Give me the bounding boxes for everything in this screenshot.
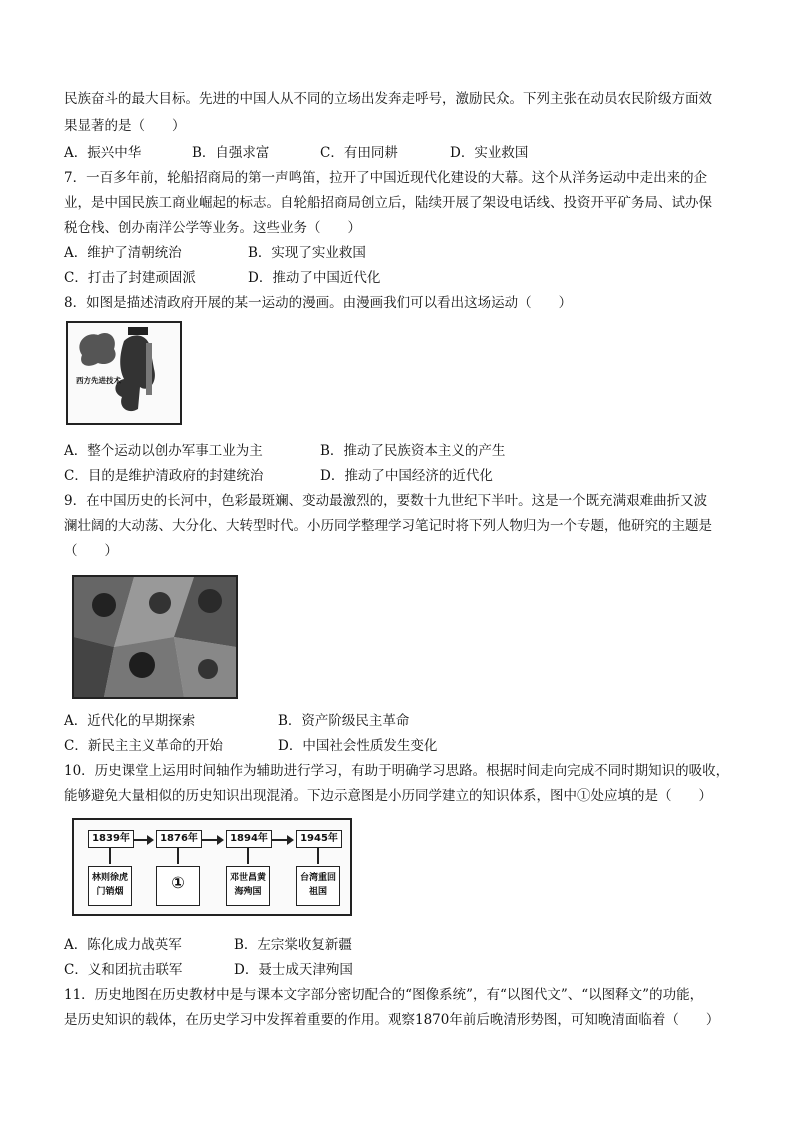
q6-option-c[interactable]: C．有田同耕 bbox=[320, 145, 398, 161]
q9-stem-line-1: 9．在中国历史的长河中，色彩最斑斓、变动最激烈的，要数十九世纪下半叶。这是一个既充满艰难曲折又波 bbox=[64, 493, 708, 509]
q8-option-b[interactable]: B．推动了民族资本主义的产生 bbox=[320, 443, 506, 459]
timeline-arrow bbox=[134, 839, 152, 841]
q6-option-a[interactable]: A．振兴中华 bbox=[64, 145, 142, 161]
q7-stem-line-3: 税仓栈、创办南洋公学等业务。这些业务（ ） bbox=[64, 220, 361, 236]
timeline-event-1: 林则徐虎门销烟 bbox=[88, 866, 132, 906]
q10-stem-line-1: 10．历史课堂上运用时间轴作为辅助进行学习，有助于明确学习思路。根据时间走向完成不同时期知识的吸收， bbox=[64, 763, 730, 779]
timeline-year-1: 1839年 bbox=[88, 830, 134, 848]
q7-stem-line-1: 7．一百多年前，轮船招商局的第一声鸣笛，拉开了中国近现代化建设的大幕。这个从洋务运动中走出来的企 bbox=[64, 170, 708, 186]
q11-stem-line-2: 是历史知识的载体，在历史学习中发挥着重要的作用。观察1870年前后晚清形势图，可知晚清面临着（ ） bbox=[64, 1012, 720, 1028]
q6-option-b[interactable]: B．自强求富 bbox=[192, 145, 270, 161]
q9-option-a[interactable]: A．近代化的早期探索 bbox=[64, 713, 196, 729]
q10-timeline-diagram bbox=[72, 818, 352, 916]
q8-option-d[interactable]: D．推动了中国经济的近代化 bbox=[320, 468, 493, 484]
q9-option-b[interactable]: B．资产阶级民主革命 bbox=[278, 713, 410, 729]
portrait-head bbox=[198, 589, 222, 613]
q6-stem-line-2: 果显著的是（ ） bbox=[64, 118, 186, 134]
q10-stem-line-2: 能够避免大量相似的历史知识出现混淆。下边示意图是小历同学建立的知识体系，图中①处应填的是（ ） bbox=[64, 788, 712, 804]
q7-option-b[interactable]: B．实现了实业救国 bbox=[248, 245, 366, 261]
timeline-event-blank: ① bbox=[156, 866, 200, 906]
portrait-head bbox=[129, 652, 155, 678]
q8-option-c[interactable]: C．目的是维护清政府的封建统治 bbox=[64, 468, 264, 484]
q9-option-d[interactable]: D．中国社会性质发生变化 bbox=[278, 738, 438, 754]
q10-option-a[interactable]: A．陈化成力战英军 bbox=[64, 937, 182, 953]
portrait-head bbox=[198, 659, 218, 679]
q10-option-d[interactable]: D．聂士成天津殉国 bbox=[234, 962, 353, 978]
cartoon-label: 西方先进技术 bbox=[76, 376, 121, 385]
timeline-year-4: 1945年 bbox=[296, 830, 342, 848]
q9-stem-line-3: （ ） bbox=[64, 543, 118, 559]
tree-shape bbox=[79, 333, 115, 366]
collage-illustration bbox=[74, 577, 236, 697]
portrait-head bbox=[149, 592, 171, 614]
q9-portrait-collage bbox=[72, 575, 238, 699]
timeline-arrow bbox=[202, 839, 222, 841]
timeline-arrow bbox=[272, 839, 292, 841]
cartoon-illustration bbox=[68, 323, 180, 423]
q10-option-c[interactable]: C．义和团抗击联军 bbox=[64, 962, 183, 978]
timeline-year-3: 1894年 bbox=[226, 830, 272, 848]
q10-option-b[interactable]: B．左宗棠收复新疆 bbox=[234, 937, 352, 953]
q8-cartoon-figure bbox=[66, 321, 182, 425]
q6-option-d[interactable]: D．实业救国 bbox=[450, 145, 529, 161]
q7-option-c[interactable]: C．打击了封建顽固派 bbox=[64, 270, 196, 286]
q11-stem-line-1: 11．历史地图在历史教材中是与课本文字部分密切配合的“图像系统”，有“以图代文”、“以图释文”的功能， bbox=[64, 987, 704, 1003]
timeline-year-2: 1876年 bbox=[156, 830, 202, 848]
q6-stem-line-1: 民族奋斗的最大目标。先进的中国人从不同的立场出发奔走呼号，激励民众。下列主张在动员农民阶级方面效 bbox=[64, 91, 712, 107]
q9-stem-line-2: 澜壮阔的大动荡、大分化、大转型时代。小历同学整理学习笔记时将下列人物归为一个专题，他研究的主题是 bbox=[64, 518, 712, 534]
timeline-event-4: 台湾重回祖国 bbox=[296, 866, 340, 906]
q7-option-d[interactable]: D．推动了中国近代化 bbox=[248, 270, 381, 286]
scroll-shape bbox=[146, 343, 152, 395]
label-plate bbox=[128, 327, 148, 335]
q8-option-a[interactable]: A．整个运动以创办军事工业为主 bbox=[64, 443, 263, 459]
timeline-event-3: 邓世昌黄海殉国 bbox=[226, 866, 270, 906]
q9-option-c[interactable]: C．新民主主义革命的开始 bbox=[64, 738, 223, 754]
portrait-head bbox=[92, 593, 116, 617]
q7-option-a[interactable]: A．维护了清朝统治 bbox=[64, 245, 182, 261]
q7-stem-line-2: 业，是中国民族工商业崛起的标志。自轮船招商局创立后，陆续开展了架设电话线、投资开平矿务局、试办保 bbox=[64, 195, 712, 211]
q8-stem-line-1: 8．如图是描述清政府开展的某一运动的漫画。由漫画我们可以看出这场运动（ ） bbox=[64, 295, 573, 311]
